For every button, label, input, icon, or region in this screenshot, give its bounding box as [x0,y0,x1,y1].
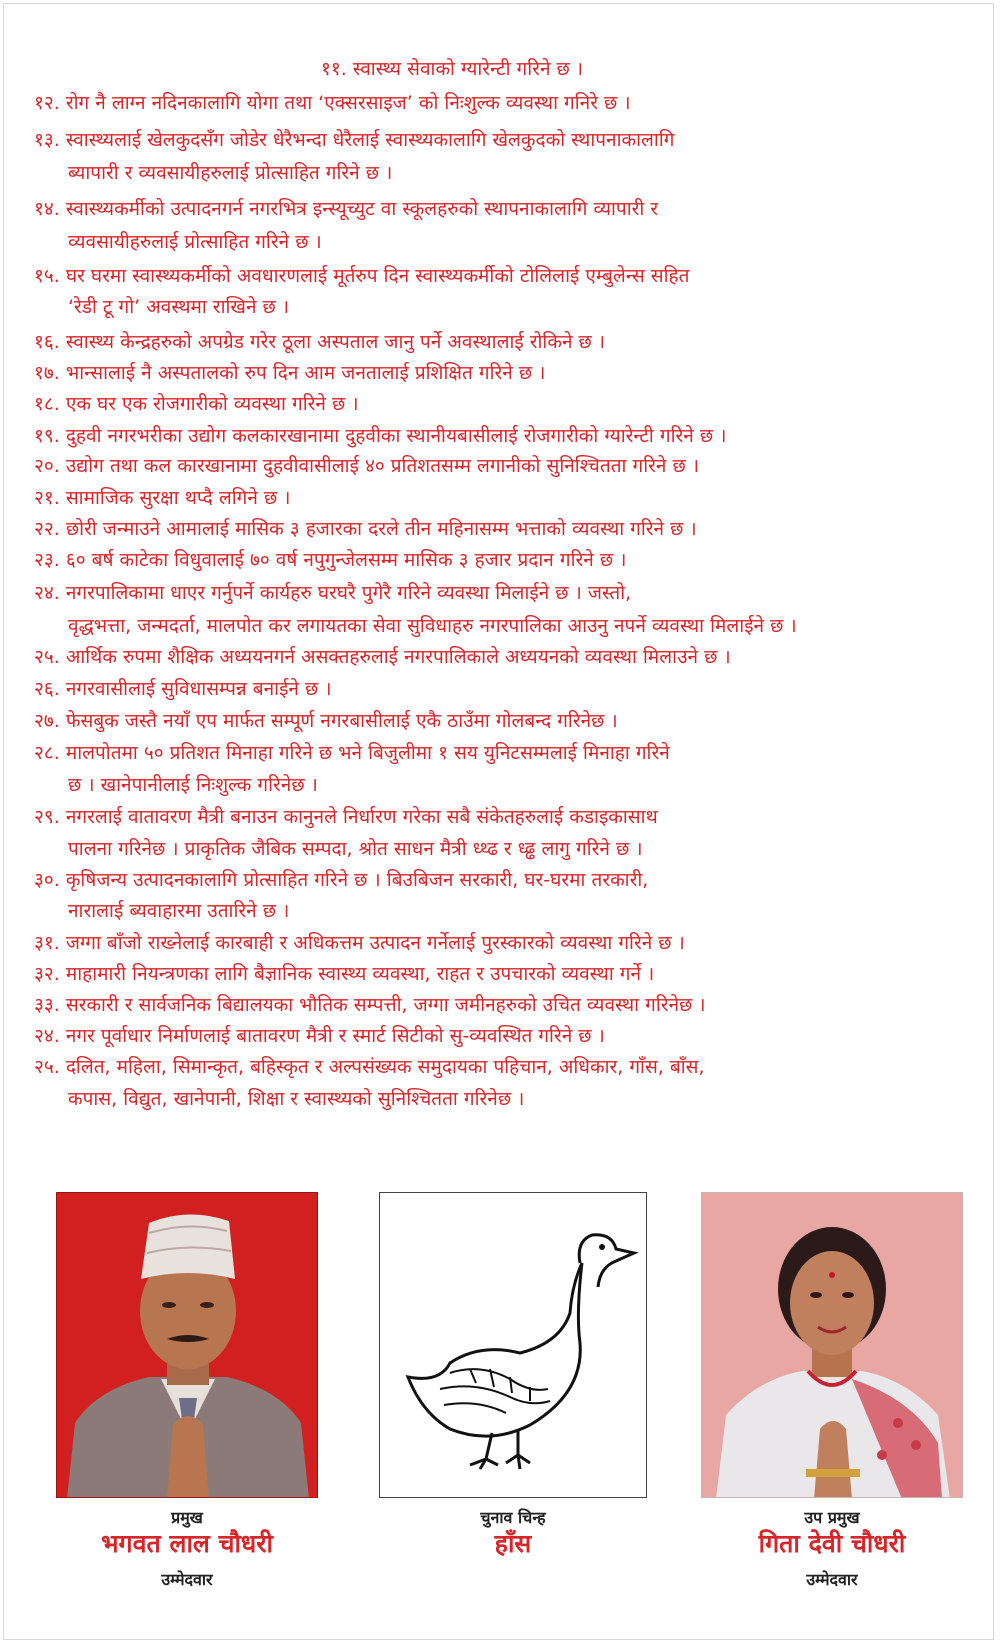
manifesto-line: ३१. जग्गा बाँजो राख्नेलाई कारबाही र अधिकत्तम उत्पादन गर्नेलाई पुरस्कारको व्यवस्था गरिने छ । [34,932,685,954]
manifesto-line: कपास, विद्युत, खानेपानी, शिक्षा र स्वास्थ्यको सुनिश्चितता गरिनेछ । [68,1088,525,1110]
manifesto-line: २५. आर्थिक रुपमा शैक्षिक अध्ययनगर्न असक्तहरुलाई नगरपालिकाले अध्ययनको व्यवस्था मिलाउने छ । [34,646,731,668]
duck-symbol-icon [380,1193,647,1498]
manifesto-line: २२. छोरी जन्माउने आमालाई मासिक ३ हजारका दरले तीन महिनासम्म भत्ताको व्यवस्था गरिने छ । [34,518,697,540]
manifesto-line: १४. स्वास्थ्यकर्मीको उत्पादनगर्न नगरभित्र इन्स्यूच्युट वा स्कूलहरुको स्थापनाकालागि व्यापारी र [34,198,659,220]
manifesto-line: २३. ६० बर्ष काटेका विधुवालाई ७० वर्ष नपुगुन्जेलसम्म मासिक ३ हजार प्रदान गरिने छ । [34,549,627,571]
manifesto-line: १७. भान्सालाई नै अस्पतालको रुप दिन आम जनतालाई प्रशिक्षित गरिने छ । [34,362,546,384]
election-symbol-name: हाँस [494,1529,532,1558]
left-candidate-subtitle: उम्मेदवार [161,1570,213,1589]
left-candidate-name: भगवत लाल चौधरी [100,1529,273,1558]
manifesto-line: १६. स्वास्थ्य केन्द्रहरुको अपग्रेड गरेर ठूला अस्पताल जानु पर्ने अवस्थालाई रोकिने छ । [34,331,606,353]
manifesto-line: १८. एक घर एक रोजगारीको व्यवस्था गरिने छ । [34,393,359,415]
right-candidate-role: उप प्रमुख [804,1508,860,1527]
manifesto-line: नारालाई ब्यवाहारमा उतारिने छ । [68,900,290,922]
manifesto-line: १९. दुहवी नगरभरीका उद्योग कलकारखानामा दुहवीका स्थानीयबासीलाई रोजगारीको ग्यारेन्टी गरिने छ । [34,425,727,447]
manifesto-line: २५. दलित, महिला, सिमान्कृत, बहिस्कृत र अल्पसंख्यक समुदायका पहिचान, अधिकार, गाँस, बाँस, [34,1056,705,1078]
manifesto-line: २०. उद्योग तथा कल कारखानामा दुहवीवासीलाई ४० प्रतिशतसम्म लगानीको सुनिश्चितता गरिने छ । [34,455,700,477]
manifesto-line: ११. स्वास्थ्य सेवाको ग्यारेन्टी गरिने छ । [321,58,584,80]
manifesto-line: ‘रेडी टू गो’ अवस्थमा राखिने छ । [68,296,290,318]
manifesto-line: व्यवसायीहरुलाई प्रोत्साहित गरिने छ । [68,231,322,253]
campaign-page [3,3,994,1640]
candidate-photo-right [701,1192,963,1498]
manifesto-line: ३३. सरकारी र सार्वजनिक बिद्यालयका भौतिक सम्पत्ती, जग्गा जमीनहरुको उचित व्यवस्था गरिनेछ । [34,994,706,1016]
manifesto-line: २१. सामाजिक सुरक्षा थप्दै लगिने छ । [34,487,291,509]
candidate-portrait-male [57,1193,318,1498]
manifesto-line: २६. नगरवासीलाई सुविधासम्पन्न बनाईने छ । [34,678,332,700]
manifesto-line: १२. रोग नै लाग्न नदिनकालागि योगा तथा ‘एक्सरसाइज’ को निःशुल्क व्यवस्था गनिरे छ । [34,92,631,114]
manifesto-line: ३०. कृषिजन्य उत्पादनकालागि प्रोत्साहित गरिने छ । बिउबिजन सरकारी, घर-घरमा तरकारी, [34,869,649,891]
manifesto-line: १५. घर घरमा स्वास्थ्यकर्मीको अवधारणलाई मूर्तरुप दिन स्वास्थ्यकर्मीको टोलिलाई एम्बुलेन्स सहित [34,265,690,287]
manifesto-line: ब्यापारी र व्यवसायीहरुलाई प्रोत्साहित गरिने छ । [68,162,393,184]
left-candidate-role: प्रमुख [171,1508,203,1527]
manifesto-line: २९. नगरलाई वातावरण मैत्री बनाउन कानुनले निर्धारण गरेका सबै संकेतहरुलाई कडाइकासाथ [34,806,658,828]
right-candidate-name: गिता देवी चौधरी [758,1529,906,1558]
manifesto-line: छ । खानेपानीलाई निःशुल्क गरिनेछ । [68,774,318,796]
right-candidate-subtitle: उम्मेदवार [806,1570,858,1589]
manifesto-line: २७. फेसबुक जस्तै नयाँ एप मार्फत सम्पूर्ण नगरबासीलाई एकै ठाउँमा गोलबन्द गरिनेछ । [34,710,618,732]
manifesto-line: पालना गरिनेछ । प्राकृतिक जैबिक सम्पदा, श्रोत साधन मैत्री ध्थ्ढ र ध्ढ्ढ लागु गरिने छ । [68,838,643,860]
manifesto-line: २४. नगरपालिकामा धाएर गर्नुपर्ने कार्यहरु घरघरै पुगेरै गरिने व्यवस्था मिलाईने छ । जस्तो, [34,582,632,604]
manifesto-line: वृद्धभत्ता, जन्मदर्ता, मालपोत कर लगायतका सेवा सुविधाहरु नगरपालिका आउनु नपर्ने व्यवस्था मिलाईने छ । [68,615,797,637]
election-symbol-box [379,1192,647,1498]
candidate-photo-left [56,1192,318,1498]
manifesto-line: २८. मालपोतमा ५० प्रतिशत मिनाहा गरिने छ भने बिजुलीमा १ सय युनिटसम्मलाई मिनाहा गरिने [34,742,670,764]
election-symbol-label: चुनाव चिन्ह [480,1508,546,1527]
manifesto-line: ३२. माहामारी नियन्त्रणका लागि बैज्ञानिक स्वास्थ्य व्यवस्था, राहत र उपचारको व्यवस्था गर्ने । [34,963,655,985]
manifesto-line: २४. नगर पूर्वाधार निर्माणलाई बातावरण मैत्री र स्मार्ट सिटीको सु-व्यवस्थित गरिने छ । [34,1025,605,1047]
candidate-portrait-female [702,1193,963,1498]
manifesto-line: १३. स्वास्थ्यलाई खेलकुदसँग जोडेर धेरैभन्दा धेरैलाई स्वास्थ्यकालागि खेलकुदको स्थापनाकालागि [34,129,675,151]
